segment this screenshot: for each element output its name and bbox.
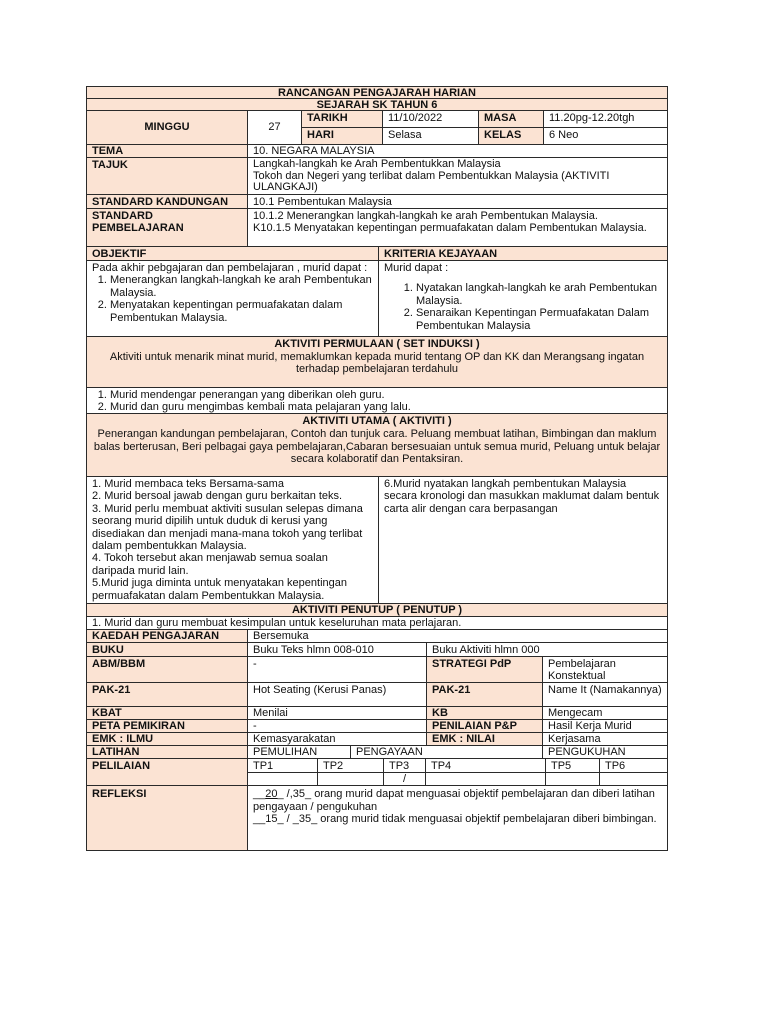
tajuk-label: TAJUK: [86, 157, 248, 195]
tp4-label: TP4: [425, 758, 546, 773]
kbat-value: Menilai: [247, 706, 427, 720]
tarikh-value: 11/10/2022: [382, 110, 479, 128]
kelas-label: KELAS: [478, 127, 544, 145]
tajuk-line-2: Tokoh dan Negeri yang terlibat dalam Pembentukkan Malaysia (AKTIVITI ULANGKAJI): [253, 169, 610, 193]
tajuk-line-1: Langkah-langkah ke Arah Pembentukkan Malaysia: [253, 158, 501, 170]
pak21-label-2: PAK-21: [426, 682, 543, 707]
tp5-label: TP5: [545, 758, 600, 773]
penutup-title: AKTIVITI PENUTUP ( PENUTUP ): [86, 603, 668, 617]
utama-title: AKTIVITI UTAMA ( AKTIVITI ): [302, 415, 452, 427]
permulaan-item: 1. Murid mendengar penerangan yang diberikan oleh guru.: [110, 389, 662, 401]
permulaan-header: [86, 336, 668, 388]
abm-value: -: [247, 656, 427, 683]
emk-ilmu-value: Kemasyarakatan: [247, 732, 427, 746]
tema-label: TEMA: [86, 144, 248, 158]
hari-label: HARI: [301, 127, 383, 145]
hari-value: Selasa: [382, 127, 479, 145]
standard-kandungan-value: 10.1 Pembentukan Malaysia: [247, 194, 668, 209]
standard-kandungan-label: STANDARD KANDUNGAN: [86, 194, 248, 209]
emk-nilai-label: EMK : NILAI: [426, 732, 543, 746]
kriteria-item: 1. Nyatakan langkah-langkah ke arah Pembentukan Malaysia.: [416, 282, 662, 307]
tp3-mark: /: [383, 772, 426, 786]
kb-value: Mengecam: [542, 706, 668, 720]
tp6-mark: [599, 772, 668, 786]
utama-left-content: [86, 476, 379, 604]
permulaan-item: 2. Murid dan guru mengimbas kembali mata pelajaran yang lalu.: [110, 401, 662, 413]
tema-value: 10. NEGARA MALAYSIA: [247, 144, 668, 158]
minggu-label: MINGGU: [86, 110, 248, 145]
utama-desc: Penerangan kandungan pembelajaran, Contoh dan tunjuk cara. Peluang membuat latihan, Bimbingan dan maklum balas berterusan, Beri pelbagai gaya pembelajaran,Cabaran bersesuaian untuk semua murid, Peluang untuk belajar secara kolaboratif dan Pentaksiran.: [93, 427, 661, 466]
tp6-label: TP6: [599, 758, 668, 773]
objektif-item: 1. Menerangkan langkah-langkah ke arah Pembentukan Malaysia.: [110, 274, 373, 299]
refleksi-line-2: __15_ / _35_ orang murid tidak menguasai objektif pembelajaran diberi bimbingan.: [253, 813, 657, 825]
plan-subtitle: SEJARAH SK TAHUN 6: [86, 98, 668, 111]
kaedah-label: KAEDAH PENGAJARAN: [86, 629, 248, 643]
masa-label: MASA: [478, 110, 544, 128]
kaedah-value: Bersemuka: [247, 629, 668, 643]
utama-right-content: [378, 476, 668, 604]
sp-line-1: 10.1.2 Menerangkan langkah-langkah ke arah Pembentukan Malaysia.: [253, 210, 598, 222]
kb-label: KB: [426, 706, 543, 720]
standard-pembelajaran-label: STANDARD PEMBELAJARAN: [86, 208, 248, 247]
sp-line-2: K10.1.5 Menyatakan kepentingan permuafakatan dalam Pembentukan Malaysia.: [253, 222, 647, 234]
utama-right-item: 6.Murid nyatakan langkah pembentukan Malaysia secara kronologi dan masukkan maklumat dalam bentuk carta alir dengan cara berpasangan: [384, 478, 660, 515]
tp4-mark: [425, 772, 546, 786]
strategi-label: STRATEGI PdP: [426, 656, 543, 683]
pak21-value-2: Name It (Namakannya): [542, 682, 668, 707]
permulaan-title: AKTIVITI PERMULAAN ( SET INDUKSI ): [274, 338, 480, 350]
refleksi-count-1: 20: [265, 788, 278, 800]
abm-label: ABM/BBM: [86, 656, 248, 683]
latihan-pengukuhan: PENGUKUHAN: [542, 745, 668, 759]
peta-label: PETA PEMIKIRAN: [86, 719, 248, 733]
tarikh-label: TARIKH: [301, 110, 383, 128]
tp5-mark: [545, 772, 600, 786]
buku-value-1: Buku Teks hlmn 008-010: [247, 642, 427, 657]
objektif-label: OBJEKTIF: [86, 246, 379, 261]
kriteria-content: [378, 260, 668, 337]
objektif-intro: Pada akhir pebgajaran dan pembelajaran , murid dapat :: [92, 262, 368, 274]
strategi-value: Pembelajaran Konstektual: [542, 656, 668, 683]
latihan-pengayaan: PENGAYAAN: [350, 745, 543, 759]
tajuk-value: [247, 157, 668, 195]
pak21-value-1: Hot Seating (Kerusi Panas): [247, 682, 427, 707]
tp2-label: TP2: [317, 758, 384, 773]
plan-title: RANCANGAN PENGAJARAH HARIAN: [86, 86, 668, 99]
tp1-mark: [247, 772, 318, 786]
permulaan-content: [86, 387, 668, 414]
refleksi-line-1: __20_ /,35_ orang murid dapat menguasai objektif pembelajaran dan diberi latihan pengayaan / pengukuhan: [253, 788, 655, 813]
minggu-value: 27: [247, 110, 302, 145]
masa-value: 11.20pg-12.20tgh: [543, 110, 668, 128]
kriteria-label: KRITERIA KEJAYAAN: [378, 246, 668, 261]
penutup-item: 1. Murid dan guru membuat kesimpulan untuk keseluruhan mata perlajaran.: [86, 616, 668, 630]
refleksi-sep: _ /: [277, 788, 290, 800]
penilaian-value: Hasil Kerja Murid: [542, 719, 668, 733]
kbat-label: KBAT: [86, 706, 248, 720]
kriteria-item: 2. Senaraikan Kepentingan Permuafakatan Dalam Pembentukan Malaysia: [416, 307, 662, 332]
refleksi-total: ,35_: [289, 788, 312, 800]
refleksi-label: REFLEKSI: [86, 785, 248, 851]
utama-item: 2. Murid bersoal jawab dengan guru berkaitan teks.: [92, 490, 343, 503]
latihan-pemulihan: PEMULIHAN: [247, 745, 351, 759]
objektif-content: [86, 260, 379, 337]
permulaan-desc: Aktiviti untuk menarik minat murid, memaklumkan kepada murid tentang OP dan KK dan Merangsang ingatan terhadap pembelajaran terdahulu: [109, 350, 645, 375]
buku-value-2: Buku Aktiviti hlmn 000: [426, 642, 668, 657]
penilaian-label: PENILAIAN P&P: [426, 719, 543, 733]
utama-item: 1. Murid membaca teks Bersama-sama: [92, 478, 284, 490]
utama-header: [86, 413, 668, 477]
emk-ilmu-label: EMK : ILMU: [86, 732, 248, 746]
objektif-item: 2. Menyatakan kepentingan permuafakatan dalam Pembentukan Malaysia.: [110, 299, 373, 324]
tp3-label: TP3: [383, 758, 426, 773]
kelas-value: 6 Neo: [543, 127, 668, 145]
lesson-plan-document: [86, 86, 668, 851]
utama-item: 5.Murid juga diminta untuk menyatakan kepentingan permuafakatan dalam Pembentukkan Malaysia.: [92, 577, 347, 602]
latihan-label: LATIHAN: [86, 745, 248, 759]
utama-item: 3. Murid perlu membuat aktiviti susulan selepas dimana seorang murid dipilih untuk duduk di kerusi yang disediakan dan menjadi mana-mana tokoh yang terlibat dalam pembentukkan Malaysia.: [92, 502, 363, 553]
peta-value: -: [247, 719, 427, 733]
buku-label: BUKU: [86, 642, 248, 657]
kriteria-intro: Murid dapat :: [384, 262, 449, 274]
refleksi-text-1: orang murid dapat menguasai objektif pembelajaran dan diberi latihan pengayaan / pengukuhan: [253, 788, 655, 813]
emk-nilai-value: Kerjasama: [542, 732, 668, 746]
standard-pembelajaran-value: [247, 208, 668, 247]
tp1-label: TP1: [247, 758, 318, 773]
tp2-mark: [317, 772, 384, 786]
utama-item: 4. Tokoh tersebut akan menjawab semua soalan daripada murid lain.: [92, 552, 328, 577]
refleksi-content: [247, 785, 668, 851]
pelilaian-label: PELILAIAN: [86, 758, 248, 786]
pak21-label-1: PAK-21: [86, 682, 248, 707]
